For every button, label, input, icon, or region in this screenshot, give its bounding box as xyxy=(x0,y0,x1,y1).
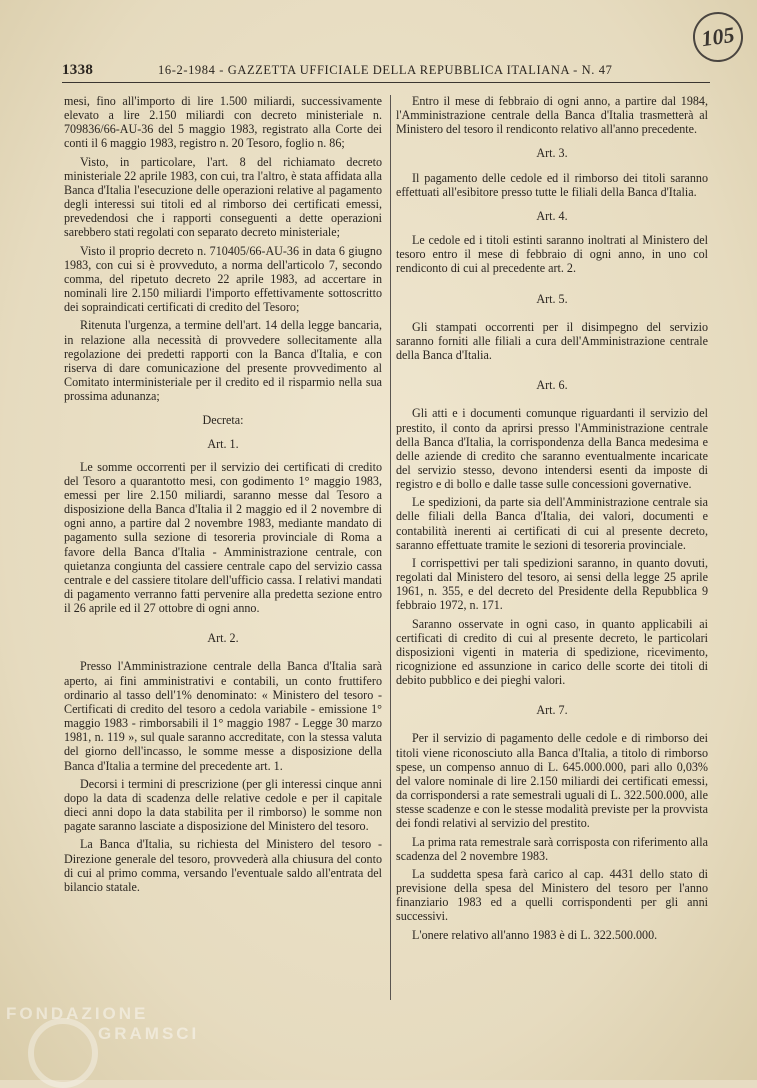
column-divider xyxy=(390,95,391,1000)
page-header xyxy=(62,62,710,84)
paragraph: Ritenuta l'urgenza, a termine dell'art. 14 della legge bancaria, in relazione alla necessità di provvedere sollecitamente alla regolazione dei predetti rapporti con la Banca d'Italia, e con riserva di dare comunicazione del presente provvedimento al Comitato interministeriale per il credito ed il risparmio nella sua prossima adunanza; xyxy=(64,318,382,404)
paragraph: Entro il mese di febbraio di ogni anno, a partire dal 1984, l'Amministrazione centrale della Banca d'Italia trasmetterà al Ministero del tesoro il rendiconto relativo all'anno precedente. xyxy=(396,94,708,137)
header-rule xyxy=(62,82,710,83)
paragraph: Visto il proprio decreto n. 710405/66-AU-36 in data 6 giugno 1983, con cui si è provveduto, a norma dell'articolo 7, secondo comma, del ripetuto decreto 22 aprile 1983, ad accertare in nominali lire 2.150 miliardi l'importo effettivamente sottoscritto dei sopraindicati certificati di credito del Tesoro; xyxy=(64,243,382,315)
paragraph: La suddetta spesa farà carico al cap. 4431 dello stato di previsione della spesa del Ministero del tesoro per l'anno finanziario 1983 ed a quelli corrispondenti per gli anni successivi. xyxy=(396,866,708,924)
paragraph: La prima rata remestrale sarà corrisposta con riferimento alla scadenza del 2 novembre 1983. xyxy=(396,834,708,863)
article-2-heading: Art. 2. xyxy=(207,631,239,646)
left-column xyxy=(64,94,382,898)
paragraph: Le cedole ed i titoli estinti saranno inoltrati al Ministero del tesoro entro il mese di febbraio di ogni anno, in uno col rendiconto di cui al precedente art. 2. xyxy=(396,233,708,276)
article-5-heading: Art. 5. xyxy=(536,291,568,306)
paragraph: Decorsi i termini di prescrizione (per gli interessi cinque anni dopo la data di scadenza delle relative cedole e per il capitale dieci anni dopo la data stabilita per il rimborso) le somme non pagate saranno lasciate a disposizione del Ministero del tesoro. xyxy=(64,776,382,834)
article-7-heading: Art. 7. xyxy=(536,703,568,718)
paragraph: Le somme occorrenti per il servizio dei certificati di credito del Tesoro a quarantotto mesi, con godimento 1° maggio 1983, emessi per lire 2.150 miliardi, saranno messe dal Tesoro a disposizione della Banca d'Italia il 2 maggio ed il 2 novembre di ogni anno, a partire dal 2 novembre 1983, mediante mandato di pagamento sulla sezione di tesoreria provinciale di Roma a favore della Banca d'Italia - Amministrazione centrale, con quietanza congiunta del cassiere centrale capo del servizio cassa centrale e del cassiere titolare dell'ufficio cassa. I relativi mandati di pagamento verranno fatti pervenire alla predetta sezione entro il 26 aprile ed il 27 ottobre di ogni anno. xyxy=(64,459,382,616)
paragraph: Per il servizio di pagamento delle cedole e di rimborso dei titoli viene riconosciuto alla Banca d'Italia, a titolo di rimborso spese, un compenso annuo di L. 645.000.000, pari allo 0,03% del valore nominale di lire 2.150 miliardi dei certificati emessi, da corrispondersi a rate semestrali uguali di L. 322.500.000, alle stesse scadenze e con le stesse modalità previste per la provvista dei fondi relativi al servizio del prestito. xyxy=(396,731,708,831)
watermark-line-1: FONDAZIONE xyxy=(6,1004,149,1023)
page-number: 1338 xyxy=(62,62,94,78)
paragraph: Gli atti e i documenti comunque riguardanti il servizio del prestito, il conto da aprirsi presso l'Amministrazione centrale della Banca d'Italia, la corrispondenza della Banca medesima e delle aziende di credito che saranno eventualmente incaricate del servizio stesso, devono intendersi esenti da imposte di registro e di bollo e dalle tasse sulle concessioni governative. xyxy=(396,406,708,492)
running-head: 16-2-1984 - GAZZETTA UFFICIALE DELLA REPUBBLICA ITALIANA - N. 47 xyxy=(158,63,613,77)
paragraph: Gli stampati occorrenti per il disimpegno del servizio saranno forniti alle filiali a cura dell'Amministrazione centrale della Banca d'Italia. xyxy=(396,319,708,363)
paragraph: Saranno osservate in ogni caso, in quanto applicabili ai certificati di credito di cui al presente decreto, le particolari disposizioni vigenti in materia di spedizione, ricevimento, ricognizione ed assunzione in carico delle scorte dei titoli di debito pubblico e dei pieghi valori. xyxy=(396,616,708,688)
article-3-heading: Art. 3. xyxy=(536,146,568,161)
paragraph: mesi, fino all'importo di lire 1.500 miliardi, successivamente elevato a lire 2.150 miliardi con decreto ministeriale n. 709836/66-AU-36 del 5 maggio 1983, registrato alla Corte dei conti il 6 maggio 1983, registro n. 20 Tesoro, foglio n. 86; xyxy=(64,94,382,151)
watermark-line-2: GRAMSCI xyxy=(98,1024,200,1043)
paragraph: I corrispettivi per tali spedizioni saranno, in quanto dovuti, regolati dal Ministero del tesoro, ai sensi della legge 25 aprile 1961, n. 355, e del decreto del Presidente della Repubblica 9 febbraio 1972, n. 171. xyxy=(396,555,708,613)
article-1-heading: Art. 1. xyxy=(207,437,239,452)
decreta-heading: Decreta: xyxy=(202,413,244,428)
archive-stamp: 105 xyxy=(690,9,746,65)
paragraph: L'onere relativo all'anno 1983 è di L. 322.500.000. xyxy=(412,927,658,942)
right-column xyxy=(396,94,708,946)
paragraph: Presso l'Amministrazione centrale della Banca d'Italia sarà aperto, ai fini amministrativi e contabili, un conto fruttifero ordinario al tasso dell'1% denominato: « Ministero del tesoro - Certificati di credito del tesoro a cedola variabile - emissione 1° maggio 1983 - rimborsabili il 1° maggio 1987 - Legge 30 marzo 1981, n. 119 », sul quale saranno accreditate, con la stessa valuta del giorno dell'incasso, le somme messe a disposizione della Banca d'Italia a termine del precedente art. 1. xyxy=(64,659,382,773)
article-4-heading: Art. 4. xyxy=(536,208,568,223)
paragraph: Il pagamento delle cedole ed il rimborso dei titoli saranno effettuati all'esibitore presso tutte le filiali della Banca d'Italia. xyxy=(396,170,708,199)
watermark-ring-icon xyxy=(28,1018,98,1088)
paragraph: La Banca d'Italia, su richiesta del Ministero del tesoro - Direzione generale del tesoro, provvederà alla chiusura del conto di cui al primo comma, versando l'eventuale saldo all'entrata del bilancio statale. xyxy=(64,837,382,894)
paragraph: Le spedizioni, da parte sia dell'Amministrazione centrale sia delle filiali della Banca d'Italia, dei valori, documenti e contabilità inerenti ai certificati di cui al presente decreto, saranno effettuate tramite le sezioni di tesoreria provinciale. xyxy=(396,495,708,552)
article-6-heading: Art. 6. xyxy=(536,378,568,393)
archive-watermark xyxy=(0,1000,210,1080)
paragraph: Visto, in particolare, l'art. 8 del richiamato decreto ministeriale 22 aprile 1983, con cui, tra l'altro, è stata affidata alla Banca d'Italia l'esecuzione delle operazioni relative al pagamento degli interessi sui titoli ed al rimborso dei certificati emessi, prevedendosi che i rapporti conseguenti a dette operazioni sarebbero stati regolati con separato decreto ministeriale; xyxy=(64,154,382,240)
